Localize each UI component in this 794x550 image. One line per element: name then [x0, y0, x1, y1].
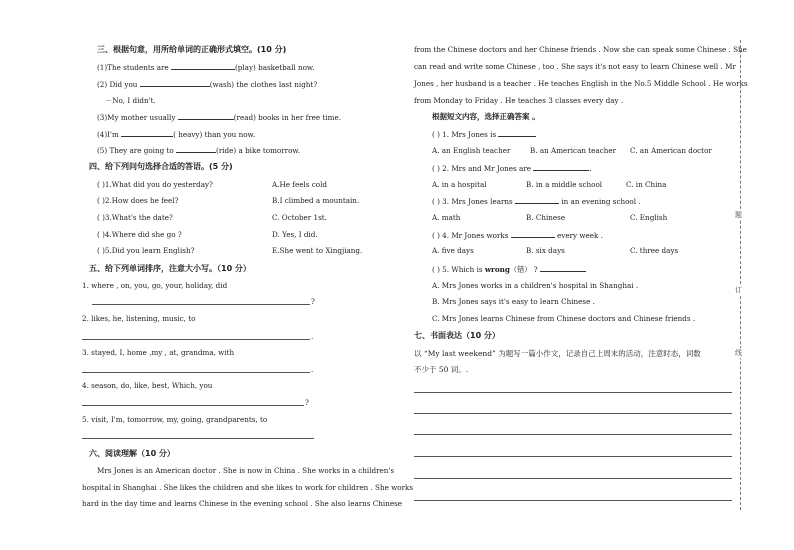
- binding-label: 线: [735, 349, 742, 357]
- writing-prompt: 以 “My last weekend” 为题写一篇小作文，记录自己上周末的活动，注意时态，词数: [414, 349, 701, 358]
- writing-line[interactable]: [414, 478, 732, 479]
- reading-question-2: ( ) 2. Mrs and Mr Jones are .: [432, 164, 592, 173]
- answer-line[interactable]: [82, 405, 304, 406]
- s5-end-mark: .: [311, 365, 314, 374]
- section-6-title: 六、阅读理解（10 分）: [89, 449, 175, 458]
- s5-word-list: 3. stayed, I, home ,my , at, grandma, with: [82, 348, 235, 357]
- s5-end-mark: .: [311, 332, 314, 341]
- s5-end-mark: ?: [311, 297, 315, 306]
- reading-question-5: ( ) 5. Which is wrong（错） ?: [432, 264, 586, 274]
- option-b[interactable]: B. an American teacher: [530, 146, 617, 155]
- passage-line: Jones , her husband is a teacher . He teaches English in the No.5 Middle School . He works: [414, 79, 748, 88]
- option-a[interactable]: A. math: [432, 213, 461, 222]
- answer-blank[interactable]: [176, 145, 216, 153]
- s4-question: ( )3.What's the date?: [97, 213, 173, 222]
- s5-word-list: 5. visit, I'm, tomorrow, my, going, grandparents, to: [82, 415, 268, 424]
- s4-answer: A.He feels cold: [272, 180, 327, 189]
- answer-blank[interactable]: [540, 264, 586, 272]
- s3-question-2-answer: －No, I didn't.: [105, 96, 156, 105]
- s3-question-3: (3)My mother usually (read) books in her free time.: [97, 113, 342, 122]
- s4-question: ( )1.What did you do yesterday?: [97, 180, 213, 189]
- binding-label: 题: [735, 211, 742, 219]
- writing-line[interactable]: [414, 413, 732, 414]
- s5-word-list: 1. where , on, you, go, your, holiday, did: [82, 281, 228, 290]
- option-a[interactable]: A. five days: [432, 246, 474, 255]
- option-b[interactable]: B. Mrs Jones says it's easy to learn Chinese .: [432, 297, 595, 306]
- option-c[interactable]: C. in China: [626, 180, 667, 189]
- reading-question-4: ( ) 4. Mr Jones works every week .: [432, 231, 603, 240]
- answer-blank[interactable]: [140, 79, 210, 87]
- answer-blank[interactable]: [178, 112, 234, 120]
- passage-line: can read and write some Chinese , too . She says it's not easy to learn Chinese well . Mr: [414, 62, 736, 71]
- s3-question-1: (1)The students are (play) basketball now.: [97, 63, 315, 72]
- option-a[interactable]: A. Mrs Jones works in a children's hospital in Shanghai .: [432, 281, 639, 290]
- option-b[interactable]: B. Chinese: [526, 213, 566, 222]
- reading-question-1: ( ) 1. Mrs Jones is: [432, 129, 536, 139]
- s3-question-2: (2) Did you (wash) the clothes last night?: [97, 80, 318, 89]
- s5-end-mark: ?: [305, 398, 309, 407]
- option-c[interactable]: C. Mrs Jones learns Chinese from Chinese doctors and Chinese friends .: [432, 314, 696, 323]
- option-a[interactable]: A. an English teacher: [432, 146, 511, 155]
- writing-line[interactable]: [414, 434, 732, 435]
- s4-answer: D. Yes, I did.: [272, 230, 318, 239]
- answer-line[interactable]: [82, 372, 310, 373]
- s4-question: ( )4.Where did she go ?: [97, 230, 182, 239]
- s4-question: ( )2.How does he feel?: [97, 196, 179, 205]
- answer-blank[interactable]: [171, 62, 235, 70]
- answer-line[interactable]: [92, 304, 310, 305]
- s4-answer: B.I climbed a mountain.: [272, 196, 360, 205]
- writing-line[interactable]: [414, 392, 732, 393]
- section-7-title: 七、书面表达（10 分）: [414, 331, 500, 340]
- section-5-title: 五、给下列单词排序，注意大小写。（10 分）: [89, 264, 251, 273]
- passage-line: from Monday to Friday . He teaches 3 classes every day .: [414, 96, 624, 105]
- writing-line[interactable]: [414, 500, 732, 501]
- passage-line: from the Chinese doctors and her Chinese friends . Now she can speak some Chinese . She: [414, 45, 747, 54]
- s5-word-list: 4. season, do, like, best, Which, you: [82, 381, 213, 390]
- s4-answer: E.She went to Xingjiang.: [272, 246, 363, 255]
- s4-question: ( )5.Did you learn English?: [97, 246, 195, 255]
- answer-line[interactable]: [82, 339, 310, 340]
- writing-prompt-2: 不少于 50 词。.: [414, 365, 469, 374]
- s3-question-4: (4)I'm ( heavy) than you now.: [97, 130, 256, 139]
- option-c[interactable]: C. English: [630, 213, 668, 222]
- answer-blank[interactable]: [121, 129, 173, 137]
- passage-line: Mrs Jones is an American doctor . She is now in China . She works in a children's: [97, 466, 395, 475]
- answer-blank[interactable]: [511, 230, 555, 238]
- s5-word-list: 2. likes, he, listening, music, to: [82, 314, 196, 323]
- s3-question-5: (5) They are going to (ride) a bike tomorrow.: [97, 146, 301, 155]
- answer-blank[interactable]: [498, 129, 536, 137]
- option-a[interactable]: A. in a hospital: [432, 180, 487, 189]
- binding-label: 订: [735, 286, 742, 294]
- reading-instruction: 根据短文内容，选择正确答案 。: [432, 112, 540, 121]
- answer-line[interactable]: [82, 438, 314, 439]
- option-b[interactable]: B. in a middle school: [526, 180, 603, 189]
- passage-line: hard in the day time and learns Chinese in the evening school . She also learns Chinese: [82, 499, 403, 508]
- option-b[interactable]: B. six days: [526, 246, 565, 255]
- option-c[interactable]: C. an American doctor: [630, 146, 712, 155]
- option-c[interactable]: C. three days: [630, 246, 679, 255]
- writing-line[interactable]: [414, 456, 732, 457]
- s4-answer: C. October 1st.: [272, 213, 327, 222]
- passage-line: hospital in Shanghai . She likes the children and she likes to work for children . She works: [82, 483, 414, 492]
- binding-line: [740, 40, 741, 510]
- section-3-title: 三、根据句意，用所给单词的正确形式填空。(10 分): [97, 45, 287, 54]
- section-4-title: 四、给下列问句选择合适的答语。(5 分): [89, 162, 233, 171]
- reading-question-3: ( ) 3. Mrs Jones learns in an evening school .: [432, 197, 641, 206]
- answer-blank[interactable]: [533, 163, 589, 171]
- answer-blank[interactable]: [515, 196, 559, 204]
